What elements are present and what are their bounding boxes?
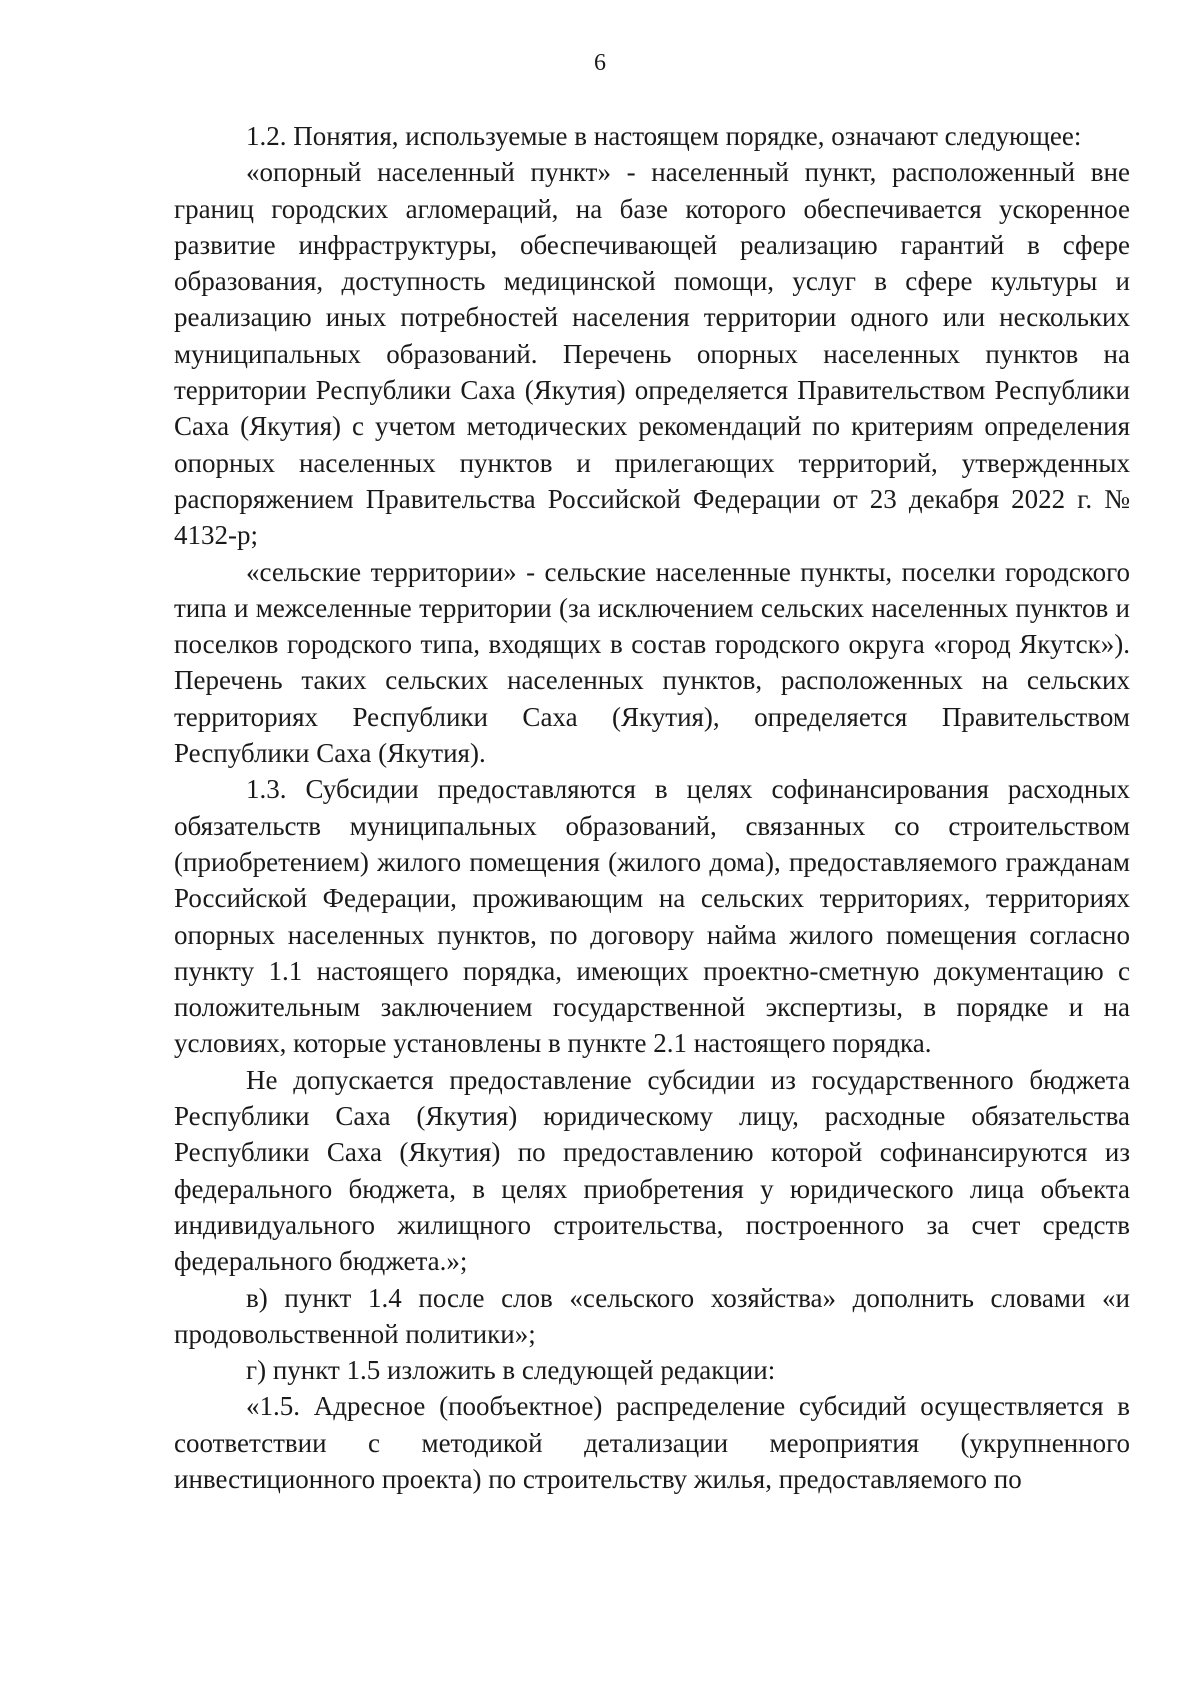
- paragraph-1-3-subsidies: 1.3. Субсидии предоставляются в целях софинансирования расходных обязательств муниципальных образований, связанных со строительством (приобретением) жилого помещения (жилого дома), предоставляемого гражданам Российской Федерации, проживающим на сельских территориях, территориях опорных населенных пунктов, по договору найма жилого помещения согласно пункту 1.1 настоящего порядка, имеющих проектно-сметную документацию с положительным заключением государственной экспертизы, в порядке и на условиях, которые установлены в пункте 2.1 настоящего порядка.: [174, 774, 1130, 1059]
- paragraph-rural-territories: «сельские территории» - сельские населенные пункты, поселки городского типа и межселенные территории (за исключением сельских населенных пунктов и поселков городского типа, входящих в состав городского округа «город Якутск»). Перечень таких сельских населенных пунктов, расположенных на сельских территориях Республики Саха (Якутия), определяется Правительством Республики Саха (Якутия).: [174, 556, 1130, 769]
- page-number: 6: [594, 50, 606, 76]
- paragraph-1-5-distribution: «1.5. Адресное (пообъектное) распределение субсидий осуществляется в соответствии с методикой детализации мероприятия (укрупненного инвестиционного проекта) по строительству жилья, предоставляемого по: [174, 1391, 1130, 1494]
- paragraph-1-2-definitions: 1.2. Понятия, используемые в настоящем порядке, означают следующее:: [246, 121, 1082, 151]
- document-body: [174, 118, 1130, 1497]
- paragraph-item-v: в) пункт 1.4 после слов «сельского хозяйства» дополнить словами «и продовольственной политики»;: [174, 1282, 1130, 1349]
- paragraph-support-settlement: «опорный населенный пункт» - населенный пункт, расположенный вне границ городских агломераций, на базе которого обеспечивается ускоренное развитие инфраструктуры, обеспечивающей реализацию гарантий в сфере образования, доступность медицинской помощи, услуг в сфере культуры и реализацию иных потребностей населения территории одного или нескольких муниципальных образований. Перечень опорных населенных пунктов на территории Республики Саха (Якутия) определяется Правительством Республики Саха (Якутия) с учетом методических рекомендаций по критериям определения опорных населенных пунктов и прилегающих территорий, утвержденных распоряжением Правительства Российской Федерации от 23 декабря 2022 г. № 4132-р;: [174, 157, 1130, 551]
- paragraph-item-g: г) пункт 1.5 изложить в следующей редакции:: [246, 1355, 776, 1386]
- paragraph-subsidy-restriction: Не допускается предоставление субсидии из государственного бюджета Республики Саха (Якутия) юридическому лицу, расходные обязательства Республики Саха (Якутия) по предоставлению которой софинансируются из федерального бюджета, в целях приобретения у юридического лица объекта индивидуального жилищного строительства, построенного за счет средств федерального бюджета.»;: [174, 1064, 1130, 1277]
